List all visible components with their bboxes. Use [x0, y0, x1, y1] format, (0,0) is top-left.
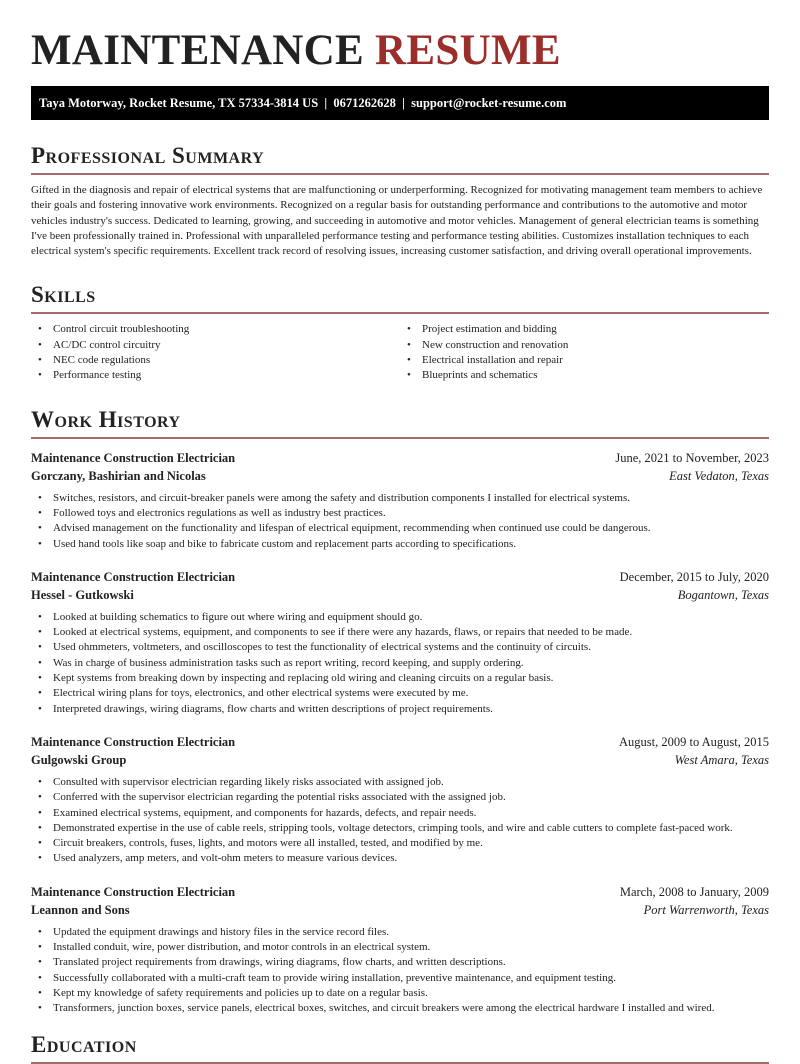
job-bullets: [31, 925, 769, 1017]
summary-text: Gifted in the diagnosis and repair of electrical systems that are malfunctioning or underperforming. Recognized for motivating management team members to achieve their goals and fostering innovative work environments. Recognized on a regular basis for outstanding performance and contributions to the automotive and motor vehicles industry's success. Dedicated to learning, growing, and succeeding in automotive and motor vehicles. Management of general electrician teams is something I've been professionally trained in. Professional with unparalleled performance testing and performance testing abilities. Customizes installation techniques to each electrical system's specific requirements. Excellent track record of resolving issues, increasing customer satisfaction, and driving overall operational improvements.: [31, 184, 763, 258]
list-item: • Kept my knowledge of safety requirements and policies up to date on a regular basis.: [31, 986, 769, 1001]
job-bullets: [31, 775, 769, 867]
list-item: • New construction and renovation: [400, 338, 769, 353]
resume-title: [31, 28, 769, 74]
job-dates: December, 2015 to July, 2020: [619, 569, 769, 584]
list-item: • Demonstrated expertise in the use of cable reels, stripping tools, voltage detectors, crimping tools, and wire and cable cutters to complete fast-paced work.: [31, 821, 769, 836]
job-dates: June, 2021 to November, 2023: [615, 450, 769, 465]
job-entry: [31, 449, 769, 552]
list-item: • Advised management on the functionality and lifespan of electrical equipment, recommending when continued use could be dangerous.: [31, 521, 769, 536]
title-part-2: RESUME: [375, 27, 561, 74]
list-item: • Used analyzers, amp meters, and volt-ohm meters to measure various devices.: [31, 851, 769, 866]
job-location: East Vedaton, Texas: [669, 468, 769, 483]
job-title: Maintenance Construction Electrician: [31, 450, 236, 465]
education-heading: Education: [31, 1031, 769, 1064]
list-item: • Switches, resistors, and circuit-breaker panels were among the safety and distribution components I installed for electrical systems.: [31, 491, 769, 506]
contact-bar: Taya Motorway, Rocket Resume, TX 57334-3814 US | 0671262628 | support@rocket-resume.com: [31, 86, 769, 120]
list-item: • Consulted with supervisor electrician regarding likely risks associated with assigned job.: [31, 775, 769, 790]
job-bullets: [31, 491, 769, 552]
company-name: Leannon and Sons: [31, 902, 130, 917]
list-item: • Interpreted drawings, wiring diagrams, flow charts and written descriptions of project requirements.: [31, 702, 769, 717]
list-item: • Looked at electrical systems, equipment, and components to see if there were any hazards, flaws, or repairs that needed to be made.: [31, 625, 769, 640]
job-title: Maintenance Construction Electrician: [31, 734, 236, 749]
list-item: • Followed toys and electronics regulations as well as industry best practices.: [31, 506, 769, 521]
list-item: • Updated the equipment drawings and history files in the service record files.: [31, 925, 769, 940]
job-title: Maintenance Construction Electrician: [31, 884, 236, 899]
job-location: Bogantown, Texas: [677, 587, 769, 602]
list-item: • Successfully collaborated with a multi-craft team to provide wiring installation, preventive maintenance, and equipment testing.: [31, 971, 769, 986]
work-history-heading: Work History: [31, 406, 769, 439]
title-part-1: MAINTENANCE: [31, 27, 364, 74]
list-item: • Control circuit troubleshooting: [31, 322, 400, 337]
list-item: • Electrical wiring plans for toys, electronics, and other electrical systems were executed by me.: [31, 686, 769, 701]
company-name: Gorczany, Bashirian and Nicolas: [31, 468, 206, 483]
job-entry: [31, 568, 769, 717]
work-history: [31, 449, 769, 1017]
company-name: Gulgowski Group: [31, 752, 127, 767]
list-item: • Used hand tools like soap and bike to fabricate custom and replacement parts according to specifications.: [31, 537, 769, 552]
skills-heading: Skills: [31, 281, 769, 314]
list-item: • Looked at building schematics to figure out where wiring and equipment should go.: [31, 610, 769, 625]
company-name: Hessel - Gutkowski: [31, 587, 134, 602]
list-item: • Project estimation and bidding: [400, 322, 769, 337]
list-item: • AC/DC control circuitry: [31, 338, 400, 353]
summary-heading: Professional Summary: [31, 142, 769, 175]
list-item: • Conferred with the supervisor electrician regarding the potential risks associated with the assigned job.: [31, 790, 769, 805]
list-item: • Performance testing: [31, 368, 400, 383]
skills-left: [31, 322, 400, 383]
list-item: • Used ohmmeters, voltmeters, and oscilloscopes to test the functionality of electrical systems and the continuity of circuits.: [31, 640, 769, 655]
skills-right: [400, 322, 769, 383]
job-dates: March, 2008 to January, 2009: [619, 884, 769, 899]
job-bullets: [31, 610, 769, 717]
list-item: • NEC code regulations: [31, 353, 400, 368]
job-location: Port Warrenworth, Texas: [643, 902, 769, 917]
job-location: West Amara, Texas: [674, 752, 769, 767]
job-entry: [31, 733, 769, 867]
job-entry: [31, 883, 769, 1017]
list-item: • Translated project requirements from drawings, wiring diagrams, flow charts, and written descriptions.: [31, 955, 769, 970]
list-item: • Examined electrical systems, equipment, and components for hazards, defects, and repair needs.: [31, 806, 769, 821]
list-item: • Electrical installation and repair: [400, 353, 769, 368]
skills-list: [31, 322, 769, 383]
job-dates: August, 2009 to August, 2015: [618, 734, 769, 749]
list-item: • Installed conduit, wire, power distribution, and motor controls in an electrical system.: [31, 940, 769, 955]
list-item: • Circuit breakers, controls, fuses, lights, and motors were all installed, tested, and modified by me.: [31, 836, 769, 851]
job-title: Maintenance Construction Electrician: [31, 569, 236, 584]
list-item: • Transformers, junction boxes, service panels, electrical boxes, switches, and circuit breakers were among the electrical hardware I installed and wired.: [31, 1001, 769, 1016]
list-item: • Kept systems from breaking down by inspecting and replacing old wiring and cleaning circuits on a regular basis.: [31, 671, 769, 686]
list-item: • Was in charge of business administration tasks such as report writing, record keeping, and supply ordering.: [31, 656, 769, 671]
list-item: • Blueprints and schematics: [400, 368, 769, 383]
